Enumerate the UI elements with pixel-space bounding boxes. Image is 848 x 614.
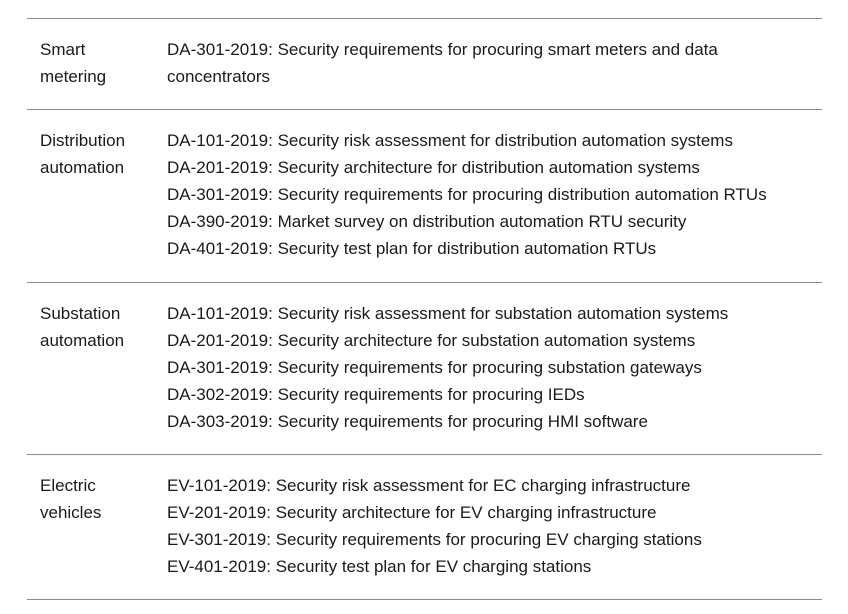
category-line: vehicles	[40, 503, 102, 522]
document-item: EV-201-2019: Security architecture for EV charging infrastructure	[167, 503, 657, 522]
category-label	[40, 127, 155, 181]
document-list	[167, 283, 822, 454]
table-row-electric-vehicles	[27, 454, 822, 600]
category-line: automation	[40, 158, 125, 177]
document-item: EV-401-2019: Security test plan for EV charging stations	[167, 557, 592, 576]
document-list	[167, 110, 822, 281]
document-item: DA-101-2019: Security risk assessment for distribution automation systems	[167, 131, 733, 150]
category-label	[40, 300, 155, 354]
document-item: DA-401-2019: Security test plan for distribution automation RTUs	[167, 239, 657, 258]
category-line: Smart	[40, 40, 86, 59]
document-item: DA-101-2019: Security risk assessment for substation automation systems	[167, 304, 729, 323]
document-list	[167, 455, 822, 599]
category-label	[40, 472, 155, 526]
category-line: automation	[40, 331, 125, 350]
document-item: EV-101-2019: Security risk assessment for EC charging infrastructure	[167, 476, 691, 495]
category-line: metering	[40, 67, 107, 86]
category-line: Distribution	[40, 131, 126, 150]
document-item: DA-201-2019: Security architecture for substation automation systems	[167, 331, 696, 350]
document-item: DA-301-2019: Security requirements for procuring substation gateways	[167, 358, 702, 377]
document-item: DA-303-2019: Security requirements for procuring HMI software	[167, 412, 648, 431]
category-label	[40, 36, 155, 90]
table-row-distribution-automation	[27, 109, 822, 282]
document-list	[167, 19, 822, 109]
table-row-smart-metering	[27, 18, 822, 109]
document-item: DA-301-2019: Security requirements for procuring distribution automation RTUs	[167, 185, 767, 204]
category-line: Electric	[40, 476, 96, 495]
category-line: Substation	[40, 304, 121, 323]
document-table	[27, 18, 822, 600]
document-item: EV-301-2019: Security requirements for procuring EV charging stations	[167, 530, 702, 549]
document-item: DA-301-2019: Security requirements for procuring smart meters and data concentrators	[167, 40, 718, 86]
document-item: DA-201-2019: Security architecture for distribution automation systems	[167, 158, 700, 177]
document-item: DA-302-2019: Security requirements for procuring IEDs	[167, 385, 585, 404]
table-row-substation-automation	[27, 282, 822, 454]
document-item: DA-390-2019: Market survey on distribution automation RTU security	[167, 212, 687, 231]
